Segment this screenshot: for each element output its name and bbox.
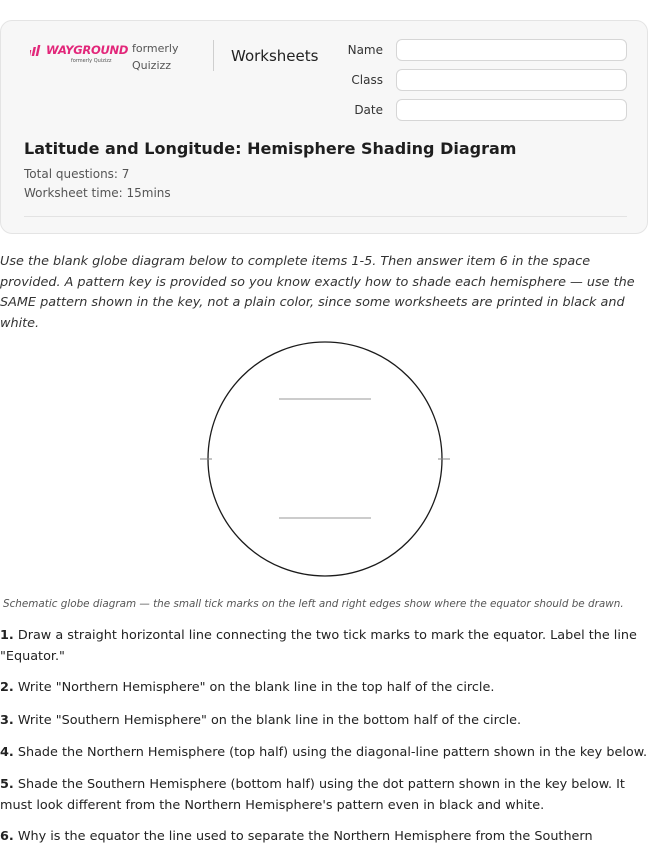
question-item-5 [0, 775, 650, 816]
item-text: Write "Northern Hemisphere" on the blank line in the top half of the circle. [17, 680, 495, 695]
question-item-2 [0, 678, 650, 699]
header-divider [213, 40, 214, 71]
wayground-mark-icon [30, 45, 44, 57]
card-divider [24, 216, 627, 217]
worksheet-header-card [0, 20, 648, 234]
item-number: 1. [0, 628, 14, 643]
class-field[interactable] [396, 69, 627, 91]
item-text: Write "Southern Hemisphere" on the blank line in the bottom half of the circle. [17, 713, 522, 728]
brand-sub-label: formerly Quizizz [71, 58, 112, 64]
worksheet-title: Latitude and Longitude: Hemisphere Shading Diagram [24, 139, 517, 158]
total-questions: Total questions: 7 [24, 167, 130, 181]
question-item-3 [0, 711, 650, 732]
formerly-quizizz-label: formerly Quizizz [132, 42, 179, 72]
item-number: 5. [0, 777, 14, 792]
question-item-4 [0, 743, 650, 764]
question-item-6 [0, 827, 650, 848]
blank-globe-diagram [199, 336, 451, 580]
instructions-intro: Use the blank globe diagram below to complete items 1-5. Then answer item 6 in the space provided. A pattern key is provided so you know exactly how to shade each hemisphere — use the SAME pattern shown in the key, not a plain color, since some worksheets are printed in black and white. [0, 254, 635, 331]
brand-name: WAYGROUND [46, 43, 129, 57]
wayground-logo [30, 44, 128, 65]
name-field[interactable] [396, 39, 627, 61]
name-label: Name [347, 43, 383, 57]
diagram-caption: Schematic globe diagram — the small tick marks on the left and right edges show where the equator should be drawn. [3, 598, 624, 610]
item-number: 3. [0, 713, 14, 728]
date-field[interactable] [396, 99, 627, 121]
item-number: 6. [0, 829, 14, 844]
worksheet-time: Worksheet time: 15mins [24, 186, 171, 200]
question-item-1 [0, 626, 650, 667]
section-title: Worksheets [231, 47, 319, 65]
globe-outline [208, 342, 442, 576]
item-text: Why is the equator the line used to separate the Northern Hemisphere from the Southern [17, 829, 593, 844]
date-label: Date [354, 103, 383, 117]
class-label: Class [351, 73, 383, 87]
item-text: Shade the Southern Hemisphere (bottom half) using the dot pattern shown in the key below. It must look different from the Northern Hemisphere's pattern even in black and white. [0, 777, 625, 813]
item-text: Draw a straight horizontal line connecting the two tick marks to mark the equator. Label the line "Equator." [0, 628, 637, 664]
item-number: 4. [0, 745, 14, 760]
item-text: Shade the Northern Hemisphere (top half) using the diagonal-line pattern shown in the key below. [17, 745, 648, 760]
item-number: 2. [0, 680, 14, 695]
